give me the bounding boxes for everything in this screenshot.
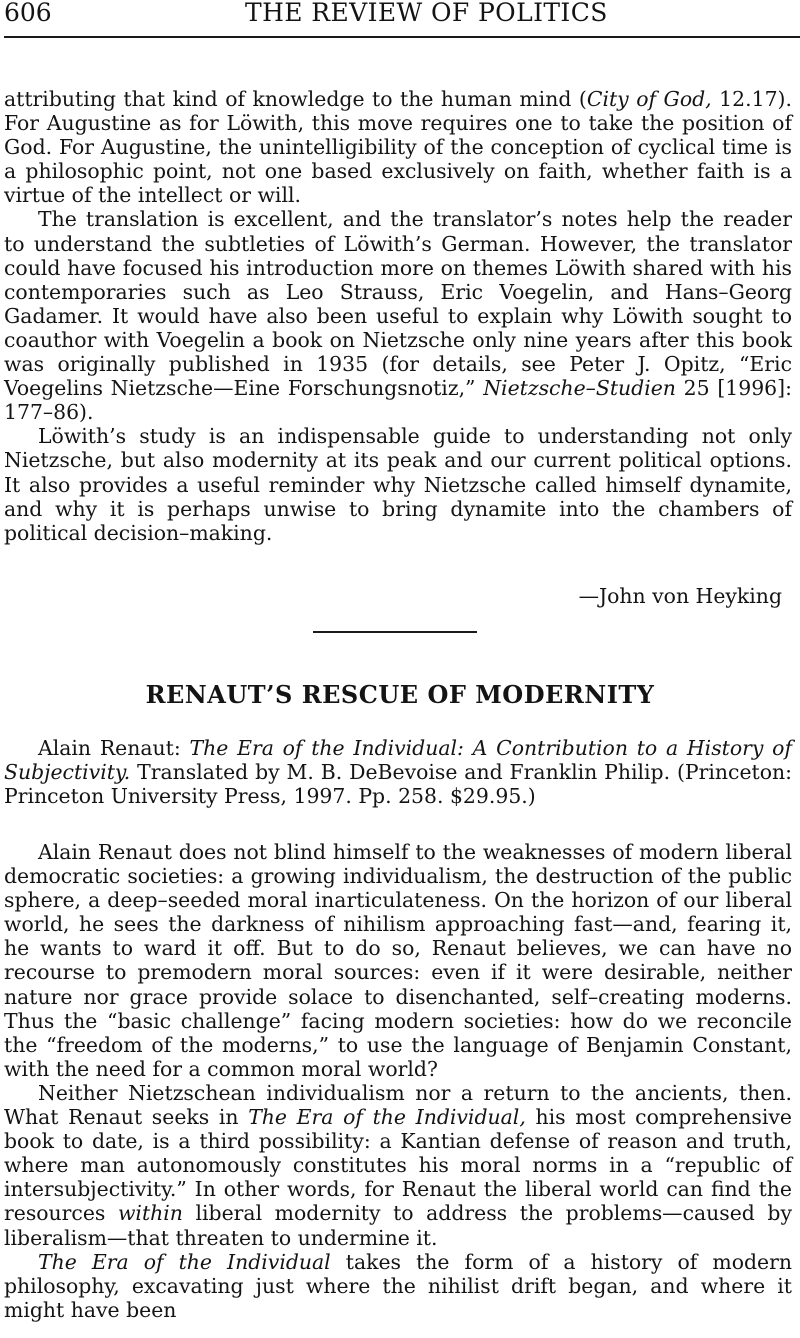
book-details: Translated by M. B. DeBevoise and Franklin Philip. (Princeton: Princeton University Press, 1997. Pp. 258. $29.95.) [4,760,792,808]
review-1-paragraph-1: attributing that kind of knowledge to the human mind (City of God, 12.17). For Augustine as for Löwith, this move requires one to take the position of God. For Augustine, the unintelligibility of the conception of cyclical time is a philosophic point, not one based exclusively on faith, whether faith is a virtue of the intellect or will. [4,87,792,208]
book-citation [4,736,792,808]
book-author: Alain Renaut: [38,736,190,760]
journal-citation: Nietzsche–Studien [483,376,676,401]
review-2-paragraph-3: The Era of the Individual takes the form of a history of modern philosophy, excavating just where the nihilist drift began, and where it might have been [4,1249,792,1322]
book-title: The Era of the Individual: A Contribution to a History of Subjectivity. [4,736,792,784]
journal-title: THE REVIEW OF POLITICS [245,0,608,27]
review-1-paragraph-2: The translation is excellent, and the translator’s notes help the reader to understand the subtleties of Löwith’s German. However, the translator could have focused his introduction more on themes Löwith shared with his contemporaries such as Leo Strauss, Eric Voegelin, and Hans–Georg Gadamer. It would have also been useful to explain why Löwith sought to coauthor with Voegelin a book on Nietzsche only nine years after this book was originally published in 1935 (for details, see Peter J. Opitz, “Eric Voegelins Nietzsche—Eine Forschungsnotiz,” Nietzsche–Studien 25 [1996]: 177–86). [4,207,792,425]
review-1-body [4,87,792,545]
reviewer-signature: —John von Heyking [578,584,782,608]
review-1-paragraph-3: Löwith’s study is an indispensable guide to understanding not only Nietzsche, but also modernity at its peak and our current political options. It also provides a useful reminder why Nietzsche called himself dynamite, and why it is perhaps unwise to bring dynamite into the chambers of political decision–making. [4,424,792,545]
review-title: RENAUT’S RESCUE OF MODERNITY [145,680,655,709]
running-header [0,0,800,34]
review-2-paragraph-2: Neither Nietzschean individualism nor a return to the ancients, then. What Renaut seeks in The Era of the Individual, his most comprehensive book to date, is a third possibility: a Kantian defense of reason and truth, where man autonomously constitutes his moral norms in a “republic of intersubjectivity.” In other words, for Renaut the liberal world can find the resources within liberal modernity to address the problems—caused by liberalism—that threaten to undermine it. [4,1080,793,1250]
citation-title: City of God, [586,87,712,111]
page-number: 606 [4,0,52,27]
header-rule [4,36,800,38]
review-2-paragraph-1: Alain Renaut does not blind himself to the weaknesses of modern liberal democratic societies: a growing individualism, the destruction of the public sphere, a deep–seeded moral inarticulateness. On the horizon of our liberal world, he sees the darkness of nihilism approaching fast—and, fearing it, he wants to ward it off. But to do so, Renaut believes, we can have no recourse to premodern moral sources: even if it were desirable, neither nature nor grace provide solace to disenchanted, self–creating moderns. Thus the “basic challenge” facing modern societies: how do we reconcile the “freedom of the moderns,” to use the language of Benjamin Constant, with the need for a common moral world? [4,840,792,1081]
review-2-body [4,840,792,1322]
section-divider [313,631,477,633]
book-citation-text [4,736,792,808]
